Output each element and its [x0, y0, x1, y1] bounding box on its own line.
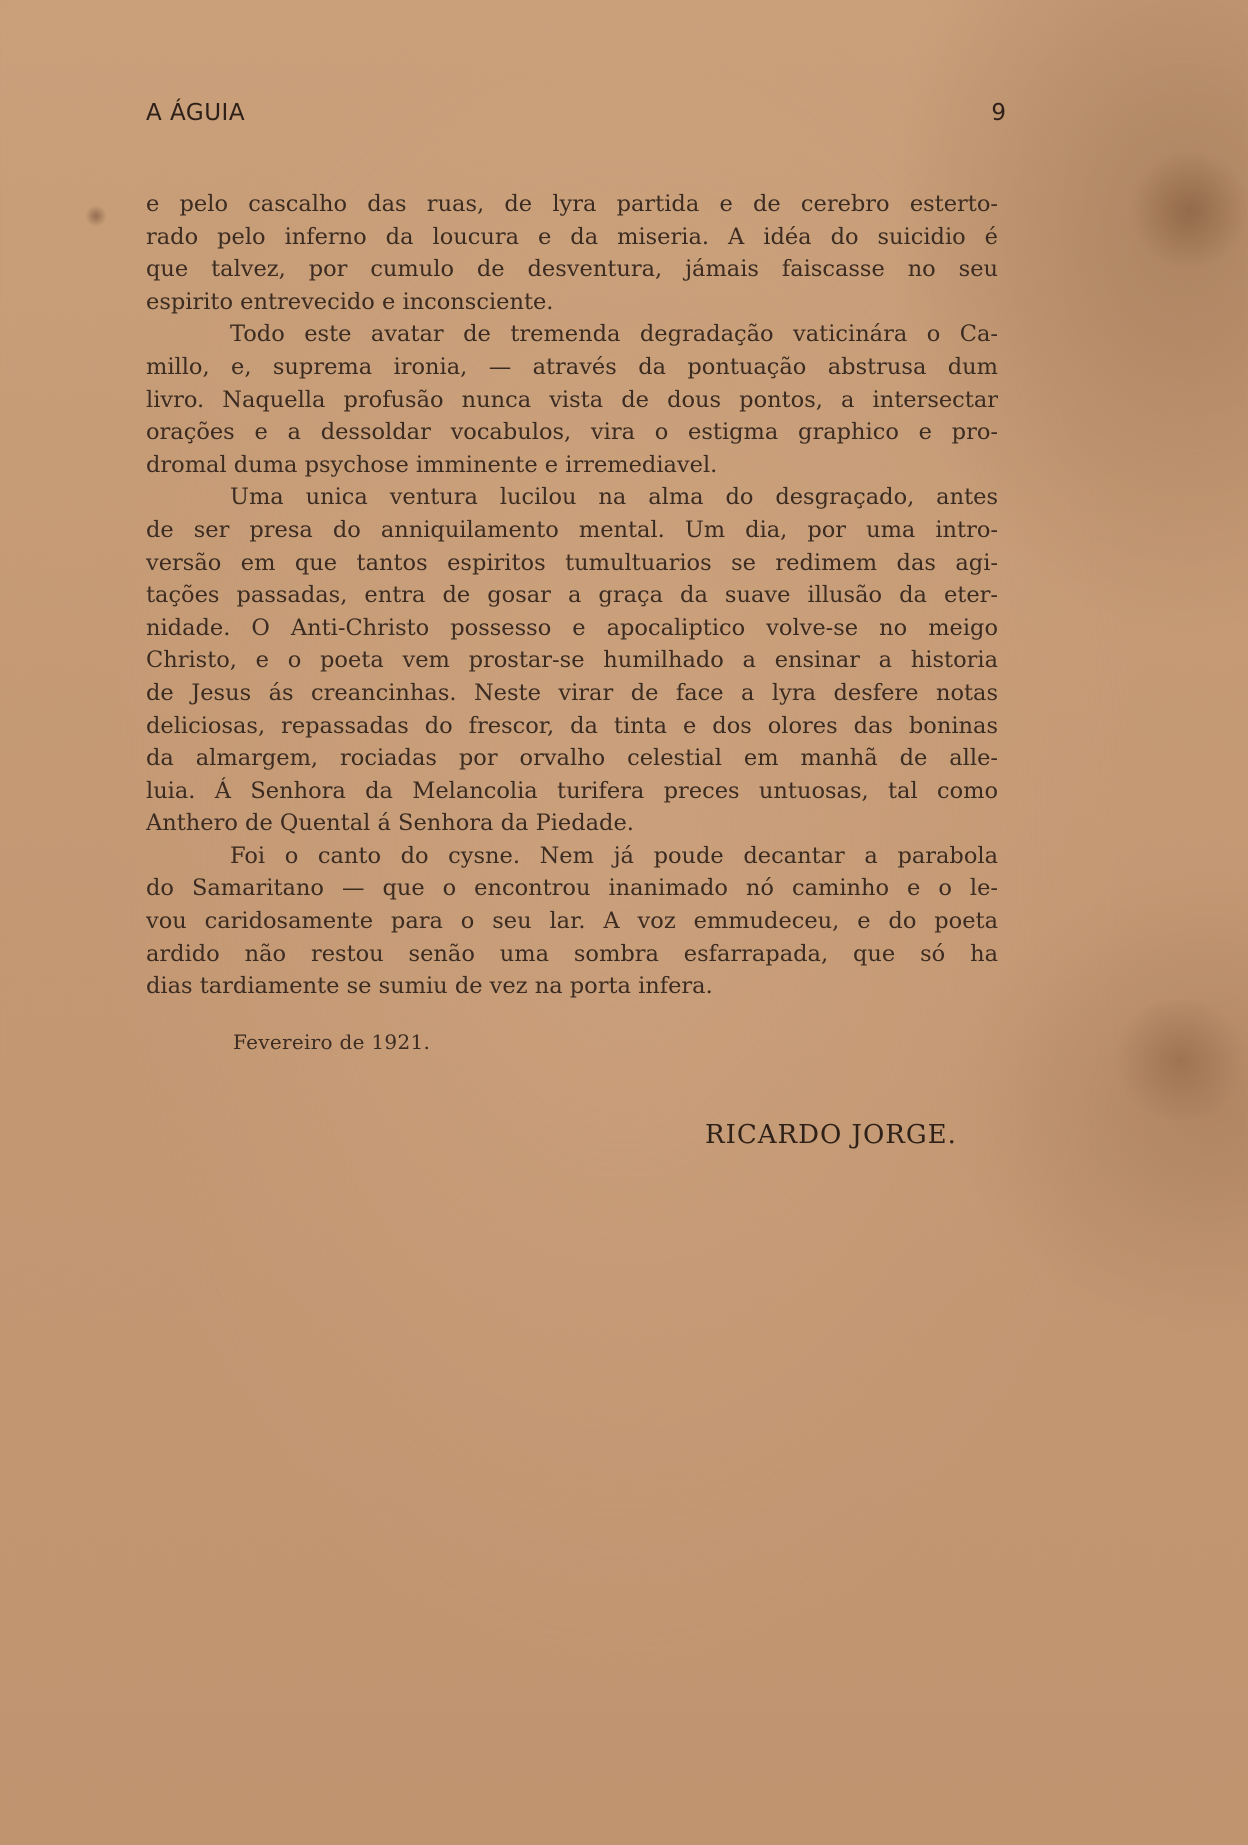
- text-line: rado pelo inferno da loucura e da miseria. A idéa do suicidio é: [146, 223, 998, 250]
- text-line: versão em que tantos espiritos tumultuarios se redimem das agi-: [146, 549, 998, 576]
- paper-stain: [1130, 150, 1248, 270]
- text-line: luia. Á Senhora da Melancolia turifera preces untuosas, tal como: [146, 777, 998, 804]
- text-line: espirito entrevecido e inconsciente.: [146, 288, 554, 315]
- paper-stain: [85, 205, 107, 227]
- text-line: de ser presa do anniquilamento mental. Um dia, por uma intro-: [146, 516, 998, 543]
- text-line: Todo este avatar de tremenda degradação vaticinára o Ca-: [230, 321, 998, 348]
- text-line: da almargem, rociadas por orvalho celestial em manhã de alle-: [146, 745, 998, 772]
- text-line: nidade. O Anti-Christo possesso e apocaliptico volve-se no meigo: [146, 614, 998, 641]
- journal-title: A ÁGUIA: [146, 100, 246, 126]
- text-line: Christo, e o poeta vem prostar-se humilhado a ensinar a historia: [146, 647, 998, 674]
- text-line: que talvez, por cumulo de desventura, jámais faiscasse no seu: [146, 256, 998, 283]
- running-head: [146, 100, 1006, 136]
- text-line: tações passadas, entra de gosar a graça da suave illusão da eter-: [146, 582, 998, 609]
- author-signature: RICARDO JORGE.: [705, 1120, 957, 1150]
- paper-stain: [1110, 1000, 1248, 1120]
- text-line: de Jesus ás creancinhas. Neste virar de face a lyra desfere notas: [146, 679, 998, 706]
- dateline: Fevereiro de 1921.: [233, 1030, 431, 1054]
- text-line: dias tardiamente se sumiu de vez na porta infera.: [146, 973, 713, 1000]
- text-line: dromal duma psychose imminente e irremediavel.: [146, 451, 718, 478]
- text-line: Anthero de Quental á Senhora da Piedade.: [146, 810, 634, 837]
- text-line: ardido não restou senão uma sombra esfarrapada, que só ha: [146, 940, 998, 967]
- text-line: e pelo cascalho das ruas, de lyra partida e de cerebro esterto-: [146, 191, 998, 217]
- text-line: orações e a dessoldar vocabulos, vira o estigma graphico e pro-: [146, 419, 998, 446]
- text-line: livro. Naquella profusão nunca vista de dous pontos, a intersectar: [146, 386, 998, 413]
- page-number: 9: [991, 100, 1006, 126]
- text-line: vou caridosamente para o seu lar. A voz emmudeceu, e do poeta: [146, 908, 998, 935]
- text-line: do Samaritano — que o encontrou inanimado nó caminho e o le-: [146, 875, 998, 902]
- text-line: Foi o canto do cysne. Nem já poude decantar a parabola: [230, 842, 998, 869]
- text-line: millo, e, suprema ironia, — através da pontuação abstrusa dum: [146, 353, 998, 380]
- text-line: deliciosas, repassadas do frescor, da tinta e dos olores das boninas: [146, 712, 998, 739]
- article-body: [146, 188, 998, 1003]
- text-line: Uma unica ventura lucilou na alma do desgraçado, antes: [230, 484, 998, 511]
